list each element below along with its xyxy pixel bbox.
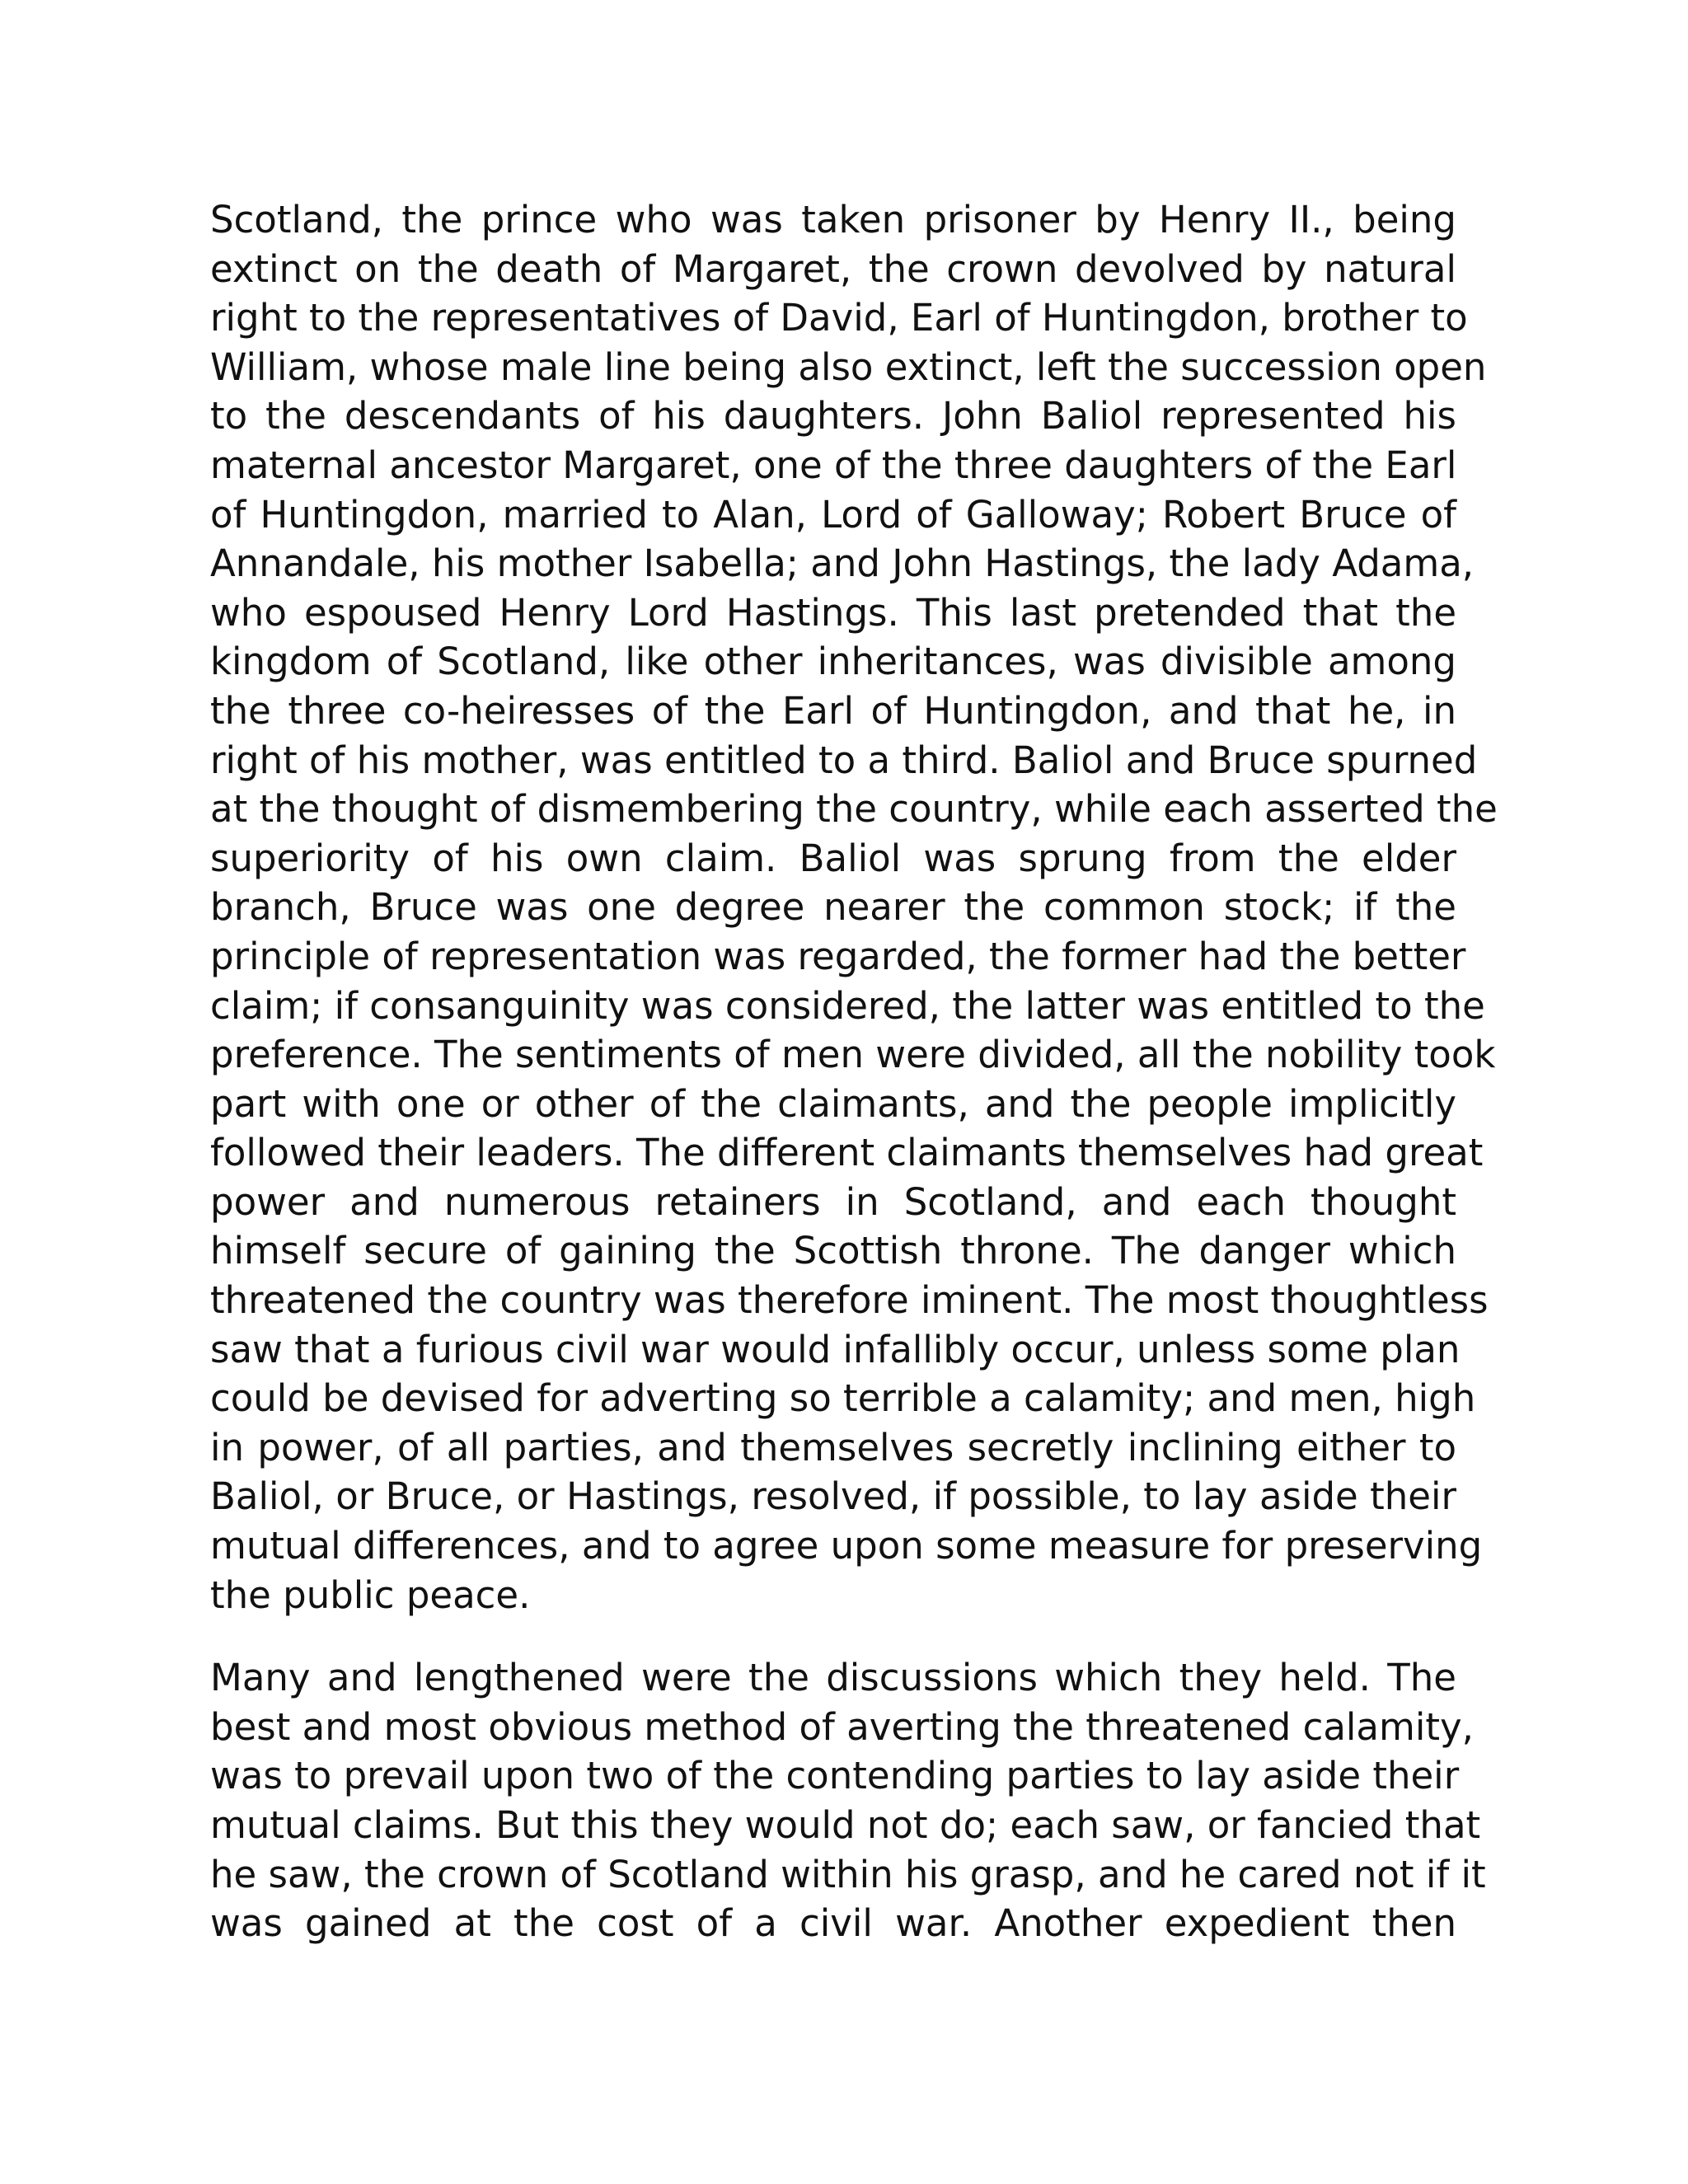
text-line: of Huntingdon, married to Alan, Lord of Galloway; Robert Bruce of (210, 492, 1456, 537)
text-line: maternal ancestor Margaret, one of the three daughters of the Earl (210, 443, 1457, 487)
text-line: extinct on the death of Margaret, the crown devolved by natural (210, 246, 1456, 291)
text-line: best and most obvious method of averting the threatened calamity, (210, 1704, 1474, 1749)
text-line: mutual claims. But this they would not do; each saw, or fancied that (210, 1803, 1481, 1847)
text-line: preference. The sentiments of men were divided, all the nobility took (210, 1033, 1496, 1077)
text-line: was to prevail upon two of the contending parties to lay aside their (210, 1754, 1460, 1798)
paragraph-2 (210, 1653, 1486, 1948)
text-line-last: the public peace. (210, 1572, 531, 1617)
text-line: claim; if consanguinity was considered, the latter was entitled to the (210, 983, 1485, 1028)
text-line: mutual differences, and to agree upon some measure for preserving (210, 1524, 1483, 1568)
text-line: at the thought of dismembering the country, while each asserted the (210, 787, 1498, 832)
text-line: the three co-heiresses of the Earl of Huntingdon, and that he, in (210, 688, 1456, 733)
text-line: he saw, the crown of Scotland within his grasp, and he cared not if it (210, 1852, 1486, 1896)
text-line: right to the representatives of David, Earl of Huntingdon, brother to (210, 296, 1468, 340)
text-line: branch, Bruce was one degree nearer the common stock; if the (210, 885, 1456, 930)
text-line: himself secure of gaining the Scottish throne. The danger which (210, 1229, 1456, 1273)
text-line: saw that a furious civil war would infallibly occur, unless some plan (210, 1327, 1461, 1371)
text-line: Baliol, or Bruce, or Hastings, resolved, if possible, to lay aside their (210, 1474, 1456, 1519)
text-line: power and numerous retainers in Scotland, and each thought (210, 1179, 1456, 1224)
text-line: kingdom of Scotland, like other inheritances, was divisible among (210, 640, 1456, 684)
text-line: to the descendants of his daughters. John Baliol represented his (210, 394, 1456, 438)
text-line: Many and lengthened were the discussions which they held. The (210, 1656, 1456, 1700)
text-line: principle of representation was regarded, the former had the better (210, 934, 1466, 978)
text-line: threatened the country was therefore iminent. The most thoughtless (210, 1278, 1489, 1323)
text-line: Annandale, his mother Isabella; and John Hastings, the lady Adama, (210, 541, 1475, 586)
text-line: in power, of all parties, and themselves secretly inclining either to (210, 1425, 1456, 1469)
paragraph-1 (210, 195, 1498, 1619)
text-line: right of his mother, was entitled to a third. Baliol and Bruce spurned (210, 738, 1478, 782)
text-line: followed their leaders. The different claimants themselves had great (210, 1131, 1484, 1175)
text-line: Scotland, the prince who was taken prisoner by Henry II., being (210, 198, 1456, 241)
text-line: who espoused Henry Lord Hastings. This last pretended that the (210, 590, 1456, 635)
text-line: William, whose male line being also extinct, left the succession open (210, 344, 1487, 389)
body-text (210, 195, 1498, 1948)
text-line: was gained at the cost of a civil war. Another expedient then (210, 1901, 1456, 1946)
text-line: could be devised for adverting so terrible a calamity; and men, high (210, 1376, 1476, 1421)
text-line: superiority of his own claim. Baliol was sprung from the elder (210, 836, 1456, 880)
text-line: part with one or other of the claimants, and the people implicitly (210, 1081, 1456, 1126)
